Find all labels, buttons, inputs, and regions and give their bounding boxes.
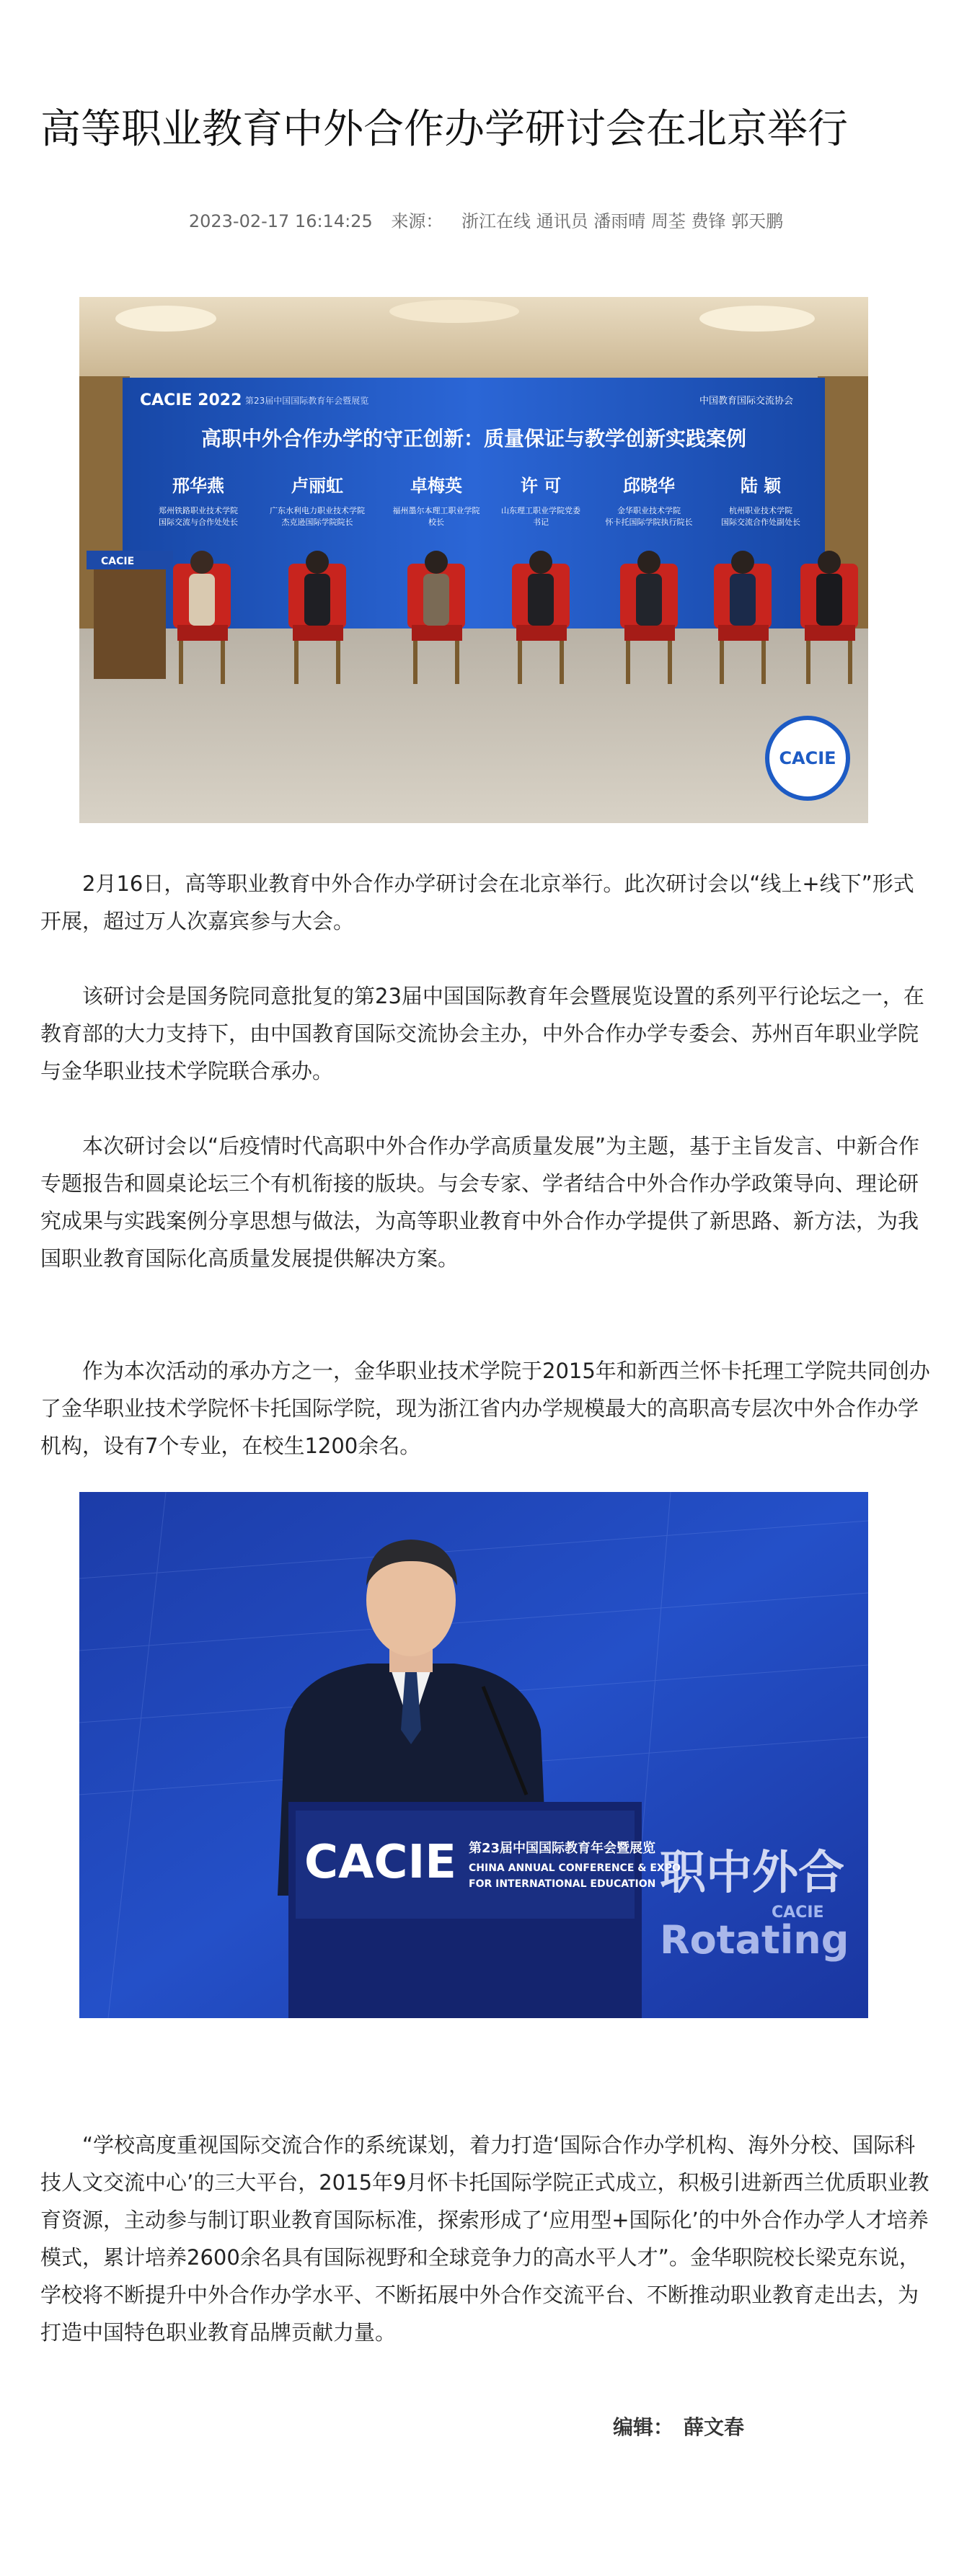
panel-photo <box>79 297 868 823</box>
paragraph-3: 本次研讨会以“后疫情时代高职中外合作办学高质量发展”为主题，基于主旨发言、中新合作专题报告和圆桌论坛三个有机衔接的版块。与会专家、学者结合中外合作办学政策导向、理论研究成果与实践案例分享思想与做法，为高等职业教育中外合作办学提供了新思路、新方法，为我国职业教育国际化高质量发展提供解决方案。 <box>40 1134 920 1271</box>
panelist-name: 邱晓华 <box>623 476 675 496</box>
paragraph-1: 2月16日，高等职业教育中外合作办学研讨会在北京举行。此次研讨会以“线上+线下”形式开展，超过万人次嘉宾参与大会。 <box>40 871 914 933</box>
publish-datetime: 2023-02-17 16:14:25 <box>188 211 373 231</box>
event-logo: CACIE 2022 <box>140 391 242 409</box>
backdrop-en-text: Rotating <box>660 1917 849 1963</box>
podium-title: 第23届中国国际教育年会暨展览 <box>469 1841 656 1856</box>
event-subtitle: 第23届中国国际教育年会暨展览 <box>245 396 369 406</box>
panelist-title: 怀卡托国际学院执行院长 <box>605 518 693 527</box>
panelist-name: 卢丽虹 <box>291 476 343 496</box>
corner-logo-text: CACIE <box>779 748 836 768</box>
lectern <box>87 551 173 679</box>
backdrop-text: 职中外合 <box>660 1847 844 1900</box>
editor-credit <box>613 2413 754 2442</box>
paragraph-2: 该研讨会是国务院同意批复的第23届中国国际教育年会暨展览设置的系列平行论坛之一，在教育部的大力支持下，由中国教育国际交流协会主办，中外合作办学专委会、苏州百年职业学院与金华职业技术学院联合承办。 <box>40 984 924 1083</box>
panelist-title: 杰克逊国际学院院长 <box>281 518 353 527</box>
backdrop-logo: CACIE <box>772 1904 824 1922</box>
panelist-org: 郑州铁路职业技术学院 <box>159 506 238 515</box>
article-title: 高等职业教育中外合作办学研讨会在北京举行 <box>40 106 848 153</box>
panelist-title: 国际交流与合作处处长 <box>159 518 238 527</box>
panelist-org: 广东水利电力职业技术学院 <box>270 506 365 515</box>
podium-en-line1: CHINA ANNUAL CONFERENCE & EXPO <box>469 1862 681 1874</box>
organizer-name: 中国教育国际交流协会 <box>699 396 794 407</box>
editor-name: 薛文春 <box>684 2415 745 2439</box>
panelist-name: 邢华燕 <box>172 476 224 496</box>
podium-en-line2: FOR INTERNATIONAL EDUCATION <box>469 1878 656 1890</box>
editor-label: 编辑： <box>613 2415 674 2439</box>
paragraph-5: “学校高度重视国际交流合作的系统谋划，着力打造‘国际合作办学机构、海外分校、国际科技人文交流中心’的三大平台，2015年9月怀卡托国际学院正式成立，积极引进新西兰优质职业教育资源，主动参与制订职业教育国际标准，探索形成了‘应用型+国际化’的中外合作办学人才培养模式，累计培养2600余名具有国际视野和全球竞争力的高水平人才”。金华职院校长梁克东说，学校将不断提升中外合作办学水平、不断拓展中外合作交流平台、不断推动职业教育走出去，为打造中国特色职业教育品牌贡献力量。 <box>40 2133 929 2345</box>
panelist-title: 国际交流合作处副处长 <box>721 518 800 527</box>
panelist-name: 陆 颖 <box>740 476 782 496</box>
podium <box>288 1802 681 2018</box>
cacie-corner-logo <box>767 718 848 799</box>
panel-photo-svg <box>79 297 868 823</box>
article-meta <box>0 209 972 234</box>
paragraph-4: 作为本次活动的承办方之一，金华职业技术学院于2015年和新西兰怀卡托理工学院共同创办了金华职业技术学院怀卡托国际学院，现为浙江省内办学规模最大的高职高专层次中外合作办学机构，设有7个专业，在校生1200余名。 <box>40 1359 930 1458</box>
source-label: 来源： <box>391 211 443 231</box>
lectern-logo: CACIE <box>101 556 135 567</box>
speaker-photo-svg <box>79 1492 868 2018</box>
speaker-photo <box>79 1492 868 2018</box>
panelist-title: 书记 <box>533 518 549 527</box>
panelist-title: 校长 <box>428 518 444 527</box>
panelist-name: 许 可 <box>520 476 562 496</box>
source-value: 浙江在线 通讯员 潘雨晴 周荃 费锋 郭天鹏 <box>461 211 784 231</box>
panelist-org: 杭州职业技术学院 <box>729 506 792 515</box>
podium-logo: CACIE <box>304 1836 456 1889</box>
panelist-org: 山东理工职业学院党委 <box>501 506 580 515</box>
panelist-org: 金华职业技术学院 <box>617 506 681 515</box>
panelist-name: 卓梅英 <box>410 476 462 496</box>
panelist-org: 福州墨尔本理工职业学院 <box>392 506 480 515</box>
banner-title: 高职中外合作办学的守正创新：质量保证与教学创新实践案例 <box>200 427 747 450</box>
